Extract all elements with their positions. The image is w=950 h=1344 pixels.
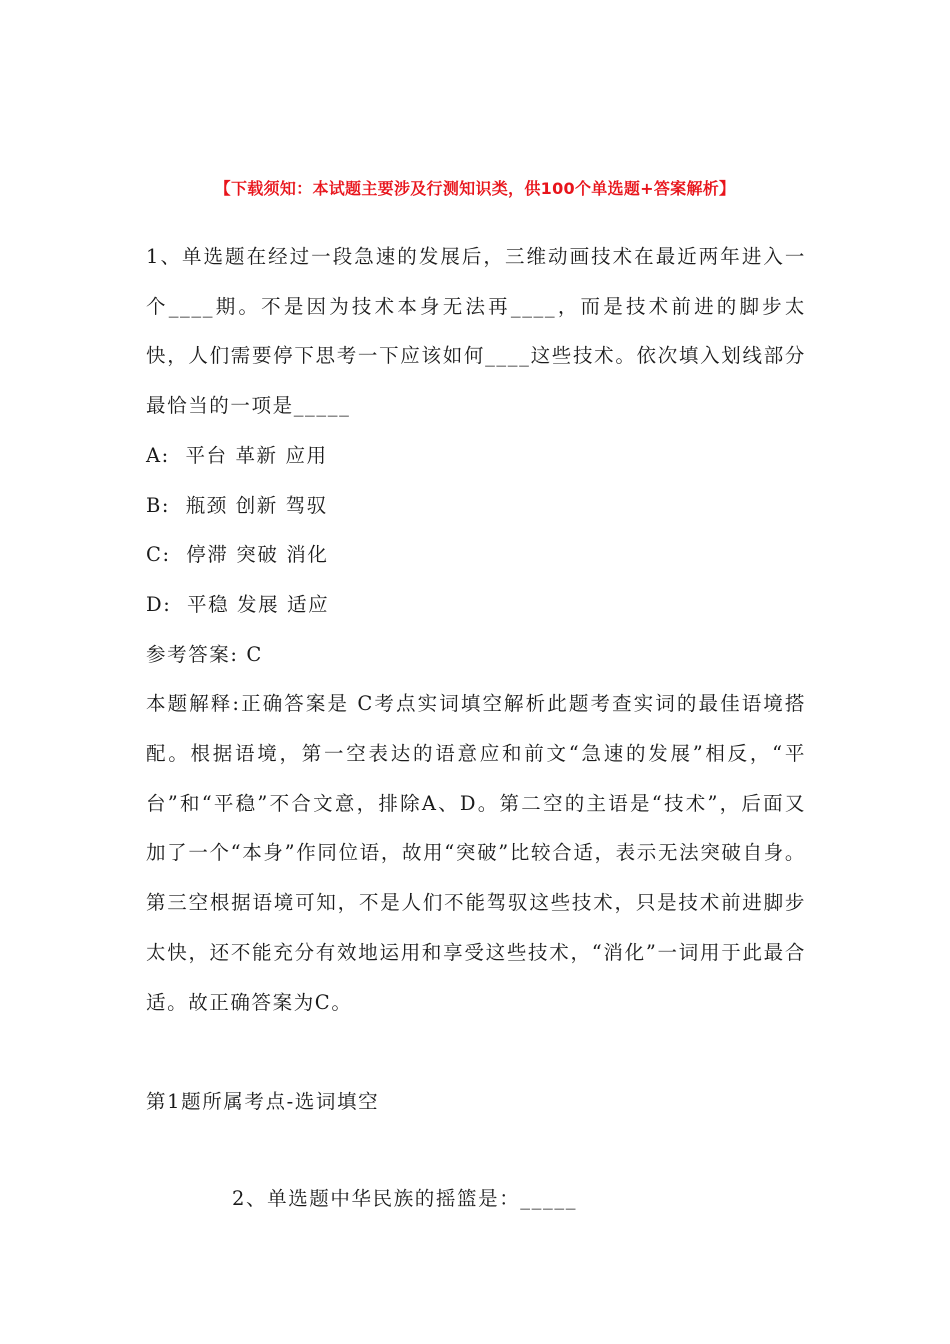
option-b: B: 瓶颈 创新 驾驭 xyxy=(146,493,328,517)
option-c: C: 停滞 突破 消化 xyxy=(146,543,329,567)
question-1-point: 第1题所属考点-选词填空 xyxy=(146,1089,380,1113)
question-1 xyxy=(146,232,806,1127)
question-1-stem: 1、单选题在经过一段急速的发展后，三维动画技术在最近两年进入一个____期。不是因为技术本身无法再____，而是技术前进的脚步太快，人们需要停下思考一下应该如何____这些技术。依次填入划线部分最恰当的一项是_____ xyxy=(146,245,806,418)
spacer xyxy=(146,1027,806,1077)
reference-answer: 参考答案: C xyxy=(146,642,263,666)
answer-explanation: 本题解释:正确答案是 C考点实词填空解析此题考查实词的最佳语境搭配。根据语境，第一空表达的语意应和前文“急速的发展”相反，“平台”和“平稳”不合文意，排除A、D。第二空的主语是“技术”，后面又加了一个“本身”作同位语，故用“突破”比较合适，表示无法突破自身。第三空根据语境可知，不是人们不能驾驭这些技术，只是技术前进脚步太快，还不能充分有效地运用和享受这些技术，“消化”一词用于此最合适。故正确答案为C。 xyxy=(146,692,806,1014)
option-d: D: 平稳 发展 适应 xyxy=(146,592,330,616)
question-2-stem: 2、单选题中华民族的摇篮是：_____ xyxy=(232,1187,578,1210)
option-a: A: 平台 革新 应用 xyxy=(146,443,328,467)
download-notice: 【下载须知：本试题主要涉及行测知识类，供100个单选题+答案解析】 xyxy=(214,179,736,198)
